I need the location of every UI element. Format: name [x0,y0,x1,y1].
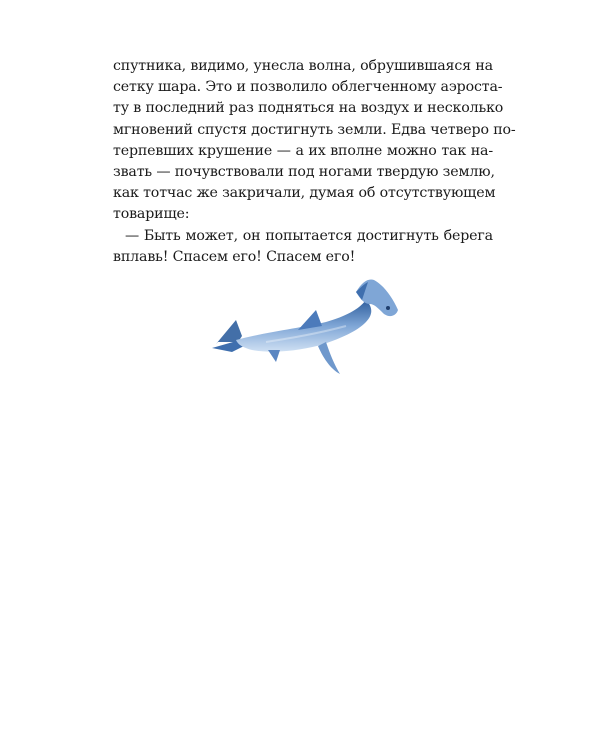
text-line: звать — почувствовали под ногами твердую землю, [113,163,495,180]
paragraph-1 [113,56,516,226]
page-text [113,56,516,268]
text-line: как тотчас же закричали, думая об отсутствующем [113,185,496,202]
shark-drawing [206,270,401,390]
text-line: вплавь! Спасем его! Спасем его! [113,248,356,265]
hammerhead-shark-illustration [206,270,401,390]
text-line: мгновений спустя достигнуть земли. Едва четверо по- [113,121,516,138]
text-line: терпевших крушение — а их вполне можно так на- [113,142,493,159]
text-line: спутника, видимо, унесла волна, обрушившаяся на [113,58,493,74]
text-line: сетку шара. Это и позволило облегченному аэроста- [113,79,503,96]
text-line: товарище: [113,206,190,223]
paragraph-2 [113,226,493,268]
text-line: — Быть может, он попытается достигнуть берега [125,227,493,244]
pectoral-fin [318,342,340,374]
text-line: ту в последний раз подняться на воздух и несколько [113,100,504,117]
